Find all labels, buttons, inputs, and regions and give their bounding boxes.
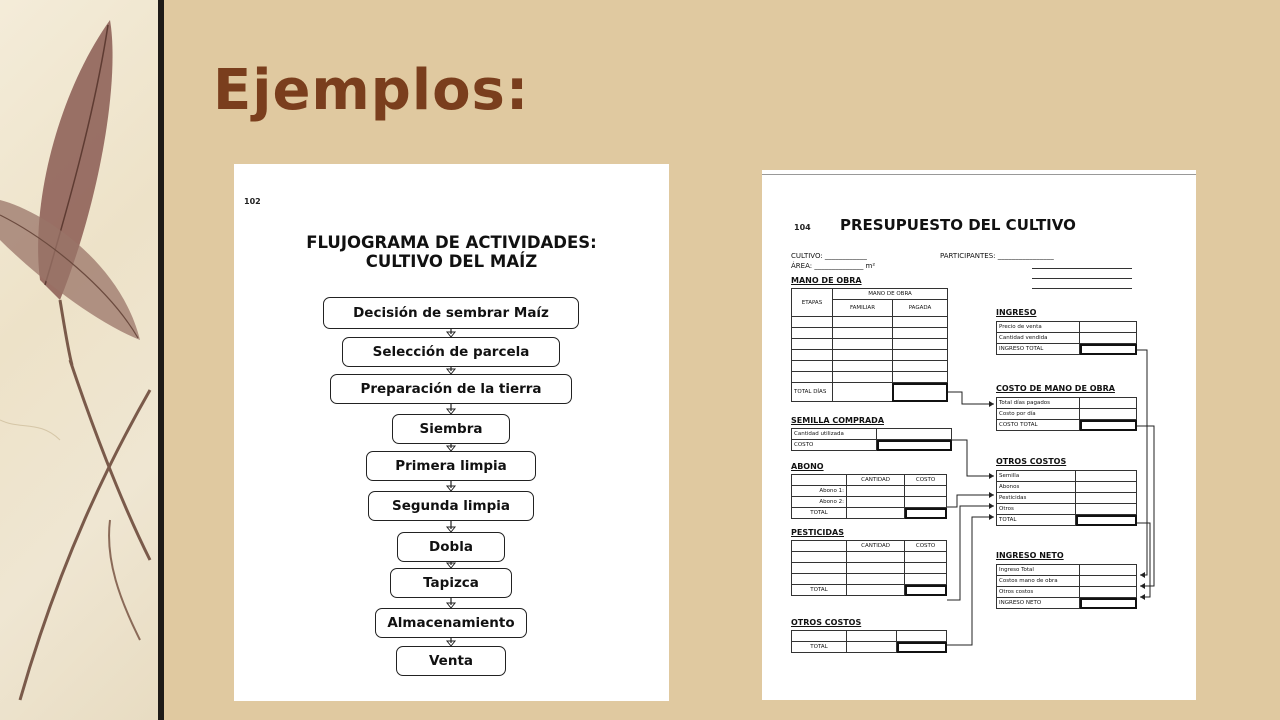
semilla-heading: SEMILLA COMPRADA (791, 416, 885, 425)
col-etapas: ETAPAS (792, 289, 833, 317)
leaf-illustration (0, 0, 158, 720)
flow-step: Segunda limpia (368, 491, 534, 521)
ingreso-row-cantidad: Cantidad vendida (997, 333, 1080, 344)
abono-total: TOTAL (792, 508, 847, 519)
mano-obra-heading: MANO DE OBRA (791, 276, 862, 285)
ingreso-neto-table (996, 564, 1137, 609)
budget-document-image (762, 170, 1196, 700)
pesticidas-col-costo: COSTO (905, 541, 947, 552)
neto-row-ingreso-total: Ingreso Total (997, 565, 1080, 576)
costo-row-dias: Total días pagados (997, 398, 1080, 409)
pesticidas-heading: PESTICIDAS (791, 528, 844, 537)
abono-row-1: Abono 1: (792, 486, 847, 497)
flowchart-document-image (234, 164, 669, 701)
budget-title: PRESUPUESTO DEL CULTIVO (840, 216, 1076, 234)
neto-row-otros-costos: Otros costos (997, 587, 1080, 598)
costo-mano-obra-table (996, 397, 1137, 431)
otros-row-semilla: Semilla (997, 471, 1076, 482)
cultivo-label: CULTIVO: ____________ (791, 252, 867, 260)
semilla-row-costo: COSTO (792, 440, 877, 451)
vertical-divider (158, 0, 164, 720)
ingreso-table (996, 321, 1137, 355)
pesticidas-table (791, 540, 947, 596)
flowchart-title-line1: FLUJOGRAMA DE ACTIVIDADES: (306, 233, 597, 252)
mano-obra-table (791, 288, 948, 402)
ingreso-heading: INGRESO (996, 308, 1037, 317)
flow-step: Preparación de la tierra (330, 374, 572, 404)
decorative-leaf-panel (0, 0, 158, 720)
neto-row-ingreso-neto: INGRESO NETO (997, 598, 1080, 609)
pesticidas-col-cantidad: CANTIDAD (847, 541, 905, 552)
otros-row-otros: Otros (997, 504, 1076, 515)
flow-step: Tapizca (390, 568, 512, 598)
flowchart-page-number: 102 (244, 197, 261, 206)
area-label: ÁREA: ______________ m² (791, 262, 876, 270)
flow-step: Venta (396, 646, 506, 676)
otros-row-abonos: Abonos (997, 482, 1076, 493)
costo-mano-obra-heading: COSTO DE MANO DE OBRA (996, 384, 1115, 393)
neto-row-costos-mano-obra: Costos mano de obra (997, 576, 1080, 587)
col-familiar: FAMILIAR (833, 300, 893, 317)
costo-row-costo-dia: Costo por día (997, 409, 1080, 420)
flow-step: Selección de parcela (342, 337, 560, 367)
otros-costos-left-total: TOTAL (792, 642, 847, 653)
abono-col-costo: COSTO (905, 475, 947, 486)
otros-costos-right-heading: OTROS COSTOS (996, 457, 1067, 466)
abono-col-cantidad: CANTIDAD (847, 475, 905, 486)
participantes-label: PARTICIPANTES: ________________ (940, 252, 1054, 260)
total-dias-label: TOTAL DÍAS (792, 383, 833, 402)
ingreso-row-precio: Precio de venta (997, 322, 1080, 333)
costo-row-total: COSTO TOTAL (997, 420, 1080, 431)
flowchart-title-line2: CULTIVO DEL MAÍZ (365, 252, 538, 271)
flow-step: Decisión de sembrar Maíz (323, 297, 579, 329)
top-rule (762, 174, 1196, 175)
abono-row-2: Abono 2: (792, 497, 847, 508)
budget-page-number: 104 (794, 223, 811, 232)
participantes-line (1032, 278, 1132, 279)
flow-step: Dobla (397, 532, 505, 562)
col-mano-obra: MANO DE OBRA (833, 289, 948, 300)
ingreso-row-total: INGRESO TOTAL (997, 344, 1080, 355)
otros-row-total: TOTAL (997, 515, 1076, 526)
flow-step: Almacenamiento (375, 608, 527, 638)
otros-costos-right-table (996, 470, 1137, 526)
col-pagada: PAGADA (892, 300, 947, 317)
semilla-table (791, 428, 952, 451)
otros-row-pesticidas: Pesticidas (997, 493, 1076, 504)
otros-costos-left-table (791, 630, 947, 653)
flow-step: Siembra (392, 414, 510, 444)
abono-heading: ABONO (791, 462, 824, 471)
semilla-row-cantidad: Cantidad utilizada (792, 429, 877, 440)
flow-step: Primera limpia (366, 451, 536, 481)
participantes-line (1032, 268, 1132, 269)
ingreso-neto-heading: INGRESO NETO (996, 551, 1064, 560)
participantes-line (1032, 288, 1132, 289)
slide-title: Ejemplos: (213, 58, 530, 123)
abono-table (791, 474, 947, 519)
pesticidas-total: TOTAL (792, 585, 847, 596)
otros-costos-left-heading: OTROS COSTOS (791, 618, 862, 627)
